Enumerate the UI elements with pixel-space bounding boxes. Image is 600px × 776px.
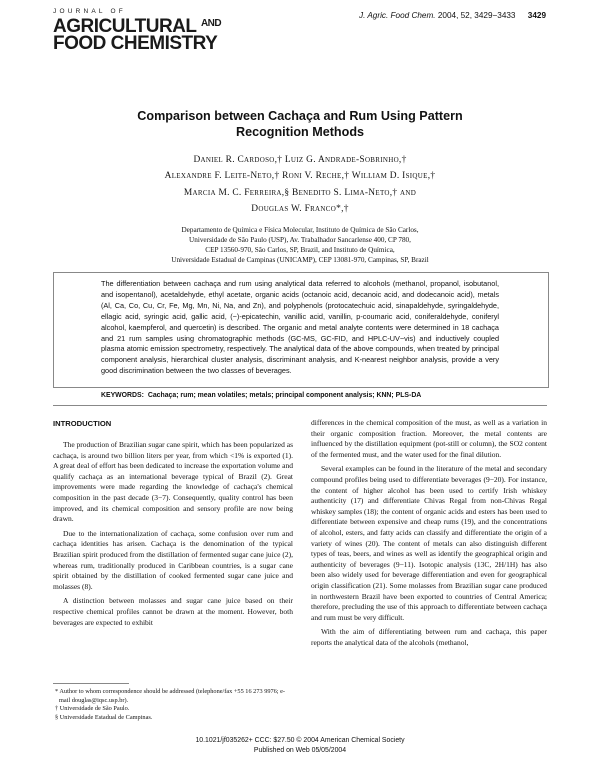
published-date: Published on Web 05/05/2004: [253, 746, 347, 754]
keywords-list: Cachaça; rum; mean volatiles; metals; principal component analysis; KNN; PLS-DA: [147, 392, 422, 399]
page-number: 3429: [527, 11, 546, 20]
footnotes: [53, 683, 293, 722]
paragraph: Several examples can be found in the literature of the metal and secondary compound profiles being used to differentiate beverages (9−20). For instance, the content of higher alcohol has been used to certify Irish whiskey authenticity (17) and differentiate Chivas Regal from non-Chivas Regal whiskey samples (18); the content of organic acids and esters has been used to differentiate between expensive and cheap rums (19), and the concentrations of alcohol, esters, and fatty acids can classify and differentiate the origin of a variety of wines (20). The content of metals can also distinguish different types of teas, beers, and wines as well as identify the geographical origin and authenticity of beverages (9−11). Isotopic analysis (13C, 2H/1H) has also been also widely used for beverage differentiation and even for geographical origin classification (21). Some molasses from Brazilian sugar cane produced in northwestern Brazil have been exported to countries of Central America; therefore, precluding the use of this approach to differentiate between cachaça and rum must be very difficult.: [311, 464, 547, 622]
citation-details: 2004, 52, 3429−3433: [437, 11, 516, 20]
journal-logo-line1: [53, 15, 223, 35]
publication-info: [0, 736, 600, 755]
citation-journal: J. Agric. Food Chem.: [358, 11, 436, 20]
affiliation-line: Universidade de São Paulo (USP), Av. Trabalhador Sancarlense 400, CP 780,: [189, 236, 411, 244]
paragraph: differences in the chemical composition of the must, as well as a variation in their organic composition fraction. Moreover, the metal contents are influenced by the distillation equipment (pot-still or column), the SO2 content of the fermented must, and the water used for the final dilution.: [311, 418, 547, 459]
right-column: [311, 418, 547, 648]
affiliation-line: CEP 13560-970, São Carlos, SP, Brazil, and Instituto de Química,: [205, 246, 395, 254]
affiliation-line: Universidade Estadual de Campinas (UNICAMP), CEP 13081-970, Campinas, SP, Brazil: [171, 256, 429, 264]
paper-title: Comparison between Cachaça and Rum Using Pattern Recognition Methods: [137, 109, 463, 139]
author-line: Douglas W. Franco*,†: [251, 204, 349, 215]
author-line: Alexandre F. Leite-Neto,† Roni V. Reche,† William D. Isique,†: [164, 171, 436, 182]
paragraph: A distinction between molasses and sugar cane juice based on their respective chemical profiles cannot be drawn at the moment. However, both beverages are expected to exhibit: [53, 596, 293, 627]
paragraph: With the aim of differentiating between rum and cachaça, this paper reports the analytical data of the alcohols (methanol,: [311, 627, 547, 647]
paragraph: The production of Brazilian sugar cane spirit, which has been popularized as cachaça, is around two billion liters per year, from which <1% is exported (1). A great deal of effort has been dedicated to increase the exportation volume and qualify cachaça as an international beverage typical of Brazil (2). Great improvements were made regarding the knowledge of cachaça's chemical composition in the past decade (3−7). Consequently, quality control has been improved, and its chemical composition and sensory profile are now being drawn.: [53, 440, 293, 524]
journal-logo-small: JOURNAL OF: [53, 8, 126, 15]
paragraph: Due to the internationalization of cachaça, some confusion over rum and cachaça identities has arisen. Cachaça is the denomination of the typical Brazilian spirit produced from the distillation of fermented sugar cane juice (2), whereas rum, traditionally produced in Caribbean countries, is a sugar cane spirit obtained by the distillation of cooked fermented sugar cane juice and molasses (8).: [53, 528, 293, 591]
author-list: [100, 152, 500, 218]
footnote: § Universidade Estadual de Campinas.: [55, 713, 153, 721]
keywords-label: KEYWORDS:: [101, 392, 144, 399]
footnote-rule: [53, 683, 129, 684]
doi-line: 10.1021/jf035262+ CCC: $27.50 © 2004 American Chemical Society: [195, 737, 405, 744]
section-divider: [53, 405, 547, 406]
left-column: [53, 440, 293, 628]
journal-logo-line1-text: AGRICULTURAL: [53, 16, 197, 37]
introduction-heading: INTRODUCTION: [53, 419, 112, 428]
author-line: Daniel R. Cardoso,† Luiz G. Andrade-Sobrinho,†: [193, 155, 407, 165]
journal-logo-line2: FOOD CHEMISTRY: [53, 33, 218, 54]
footnote: * Author to whom correspondence should be addressed (telephone/fax +55 16 273 9976; e-mail douglas@iqsc.usp.br).: [55, 688, 286, 704]
footnote: † Universidade de São Paulo.: [55, 705, 130, 713]
keywords: [101, 392, 521, 399]
author-line: Marcia M. C. Ferreira,§ Benedito S. Lima-Neto,† and: [183, 187, 417, 198]
affiliations: [100, 225, 500, 265]
citation-line: [359, 11, 546, 20]
journal-logo: [53, 8, 223, 52]
abstract-text: The differentiation between cachaça and rum using analytical data referred to alcohols (methanol, propanol, isobutanol, and isopentanol), acetaldehyde, ethyl acetate, organic acids (octanoic acid, decanoic acid, and dodecanoic acid), metals (Al, Ca, Co, Cu, Cr, Fe, Mg, Mn, Ni, Na, and Zn), and polyphenols (protocatechuic acid, sinapaldehyde, syringaldehyde, ellagic acid, syringic acid, gallic acid, (−)-epicatechin, vanillic acid, vanillin, p-coumaric acid, coniferaldehyde, coniferyl alcohol, kaempferol, and quercetin) is described. The organic and metal analyte contents were determined in 18 cachaça and 21 rum samples using chromatographic methods (GC-MS, GC-FID, and HPLC-UV−vis) and inductively coupled plasma atomic emission spectrometry, respectively. The analytical data of the above compounds, when treated by principal component analysis, hierarchical cluster analysis, discriminant analysis, and K-nearest neighbor analysis, provide a very good discrimination between the two classes of beverages.: [101, 279, 499, 376]
affiliation-line: Departamento de Química e Física Molecular, Instituto de Química de São Carlos,: [181, 226, 419, 234]
journal-logo-and: AND: [200, 18, 222, 29]
